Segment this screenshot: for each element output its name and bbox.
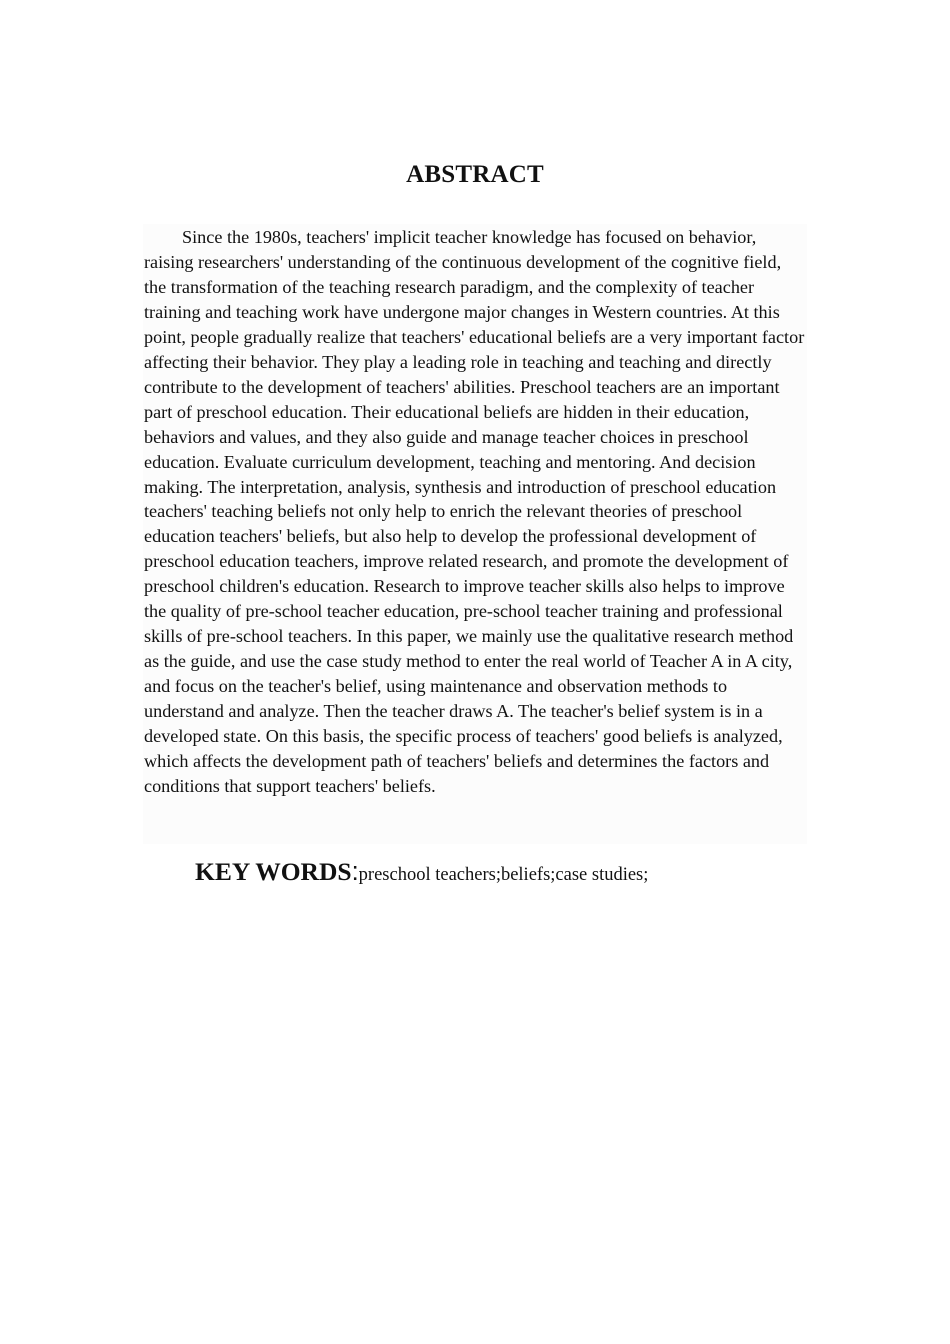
keywords-line	[195, 855, 648, 892]
abstract-title: ABSTRACT	[406, 161, 544, 188]
keywords-value: preschool teachers;beliefs;case studies;	[358, 865, 649, 885]
keywords-label: KEY WORDS	[195, 857, 352, 886]
abstract-paragraph: Since the 1980s, teachers' implicit teacher knowledge has focused on behavior, raising researchers' understanding of the continuous development of the cognitive field, the transformation of the teaching research paradigm, and the complexity of teacher training and teaching work have undergone major changes in Western countries. At this point, people gradually realize that teachers' educational beliefs are a very important factor affecting their behavior. They play a leading role in teaching and teaching and directly contribute to the development of teachers' abilities. Preschool teachers are an important part of preschool education. Their educational beliefs are hidden in their education, behaviors and values, and they also guide and manage teacher choices in preschool education. Evaluate curriculum development, teaching and mentoring. And decision making. The interpretation, analysis, synthesis and introduction of preschool education teachers' teaching beliefs not only help to enrich the relevant theories of preschool education teachers' beliefs, but also help to develop the professional development of preschool education teachers, improve related research, and promote the development of preschool children's education. Research to improve teacher skills also helps to improve the quality of pre-school teacher education, pre-school teacher training and professional skills of pre-school teachers. In this paper, we mainly use the qualitative research method as the guide, and use the case study method to enter the real world of Teacher A in A city, and focus on the teacher's belief, using maintenance and observation methods to understand and analyze. Then the teacher draws A. The teacher's belief system is in a developed state. On this basis, the specific process of teachers' good beliefs is analyzed, which affects the development path of teachers' beliefs and determines the factors and conditions that support teachers' beliefs.	[144, 227, 805, 796]
keywords-colon: :	[351, 858, 359, 886]
